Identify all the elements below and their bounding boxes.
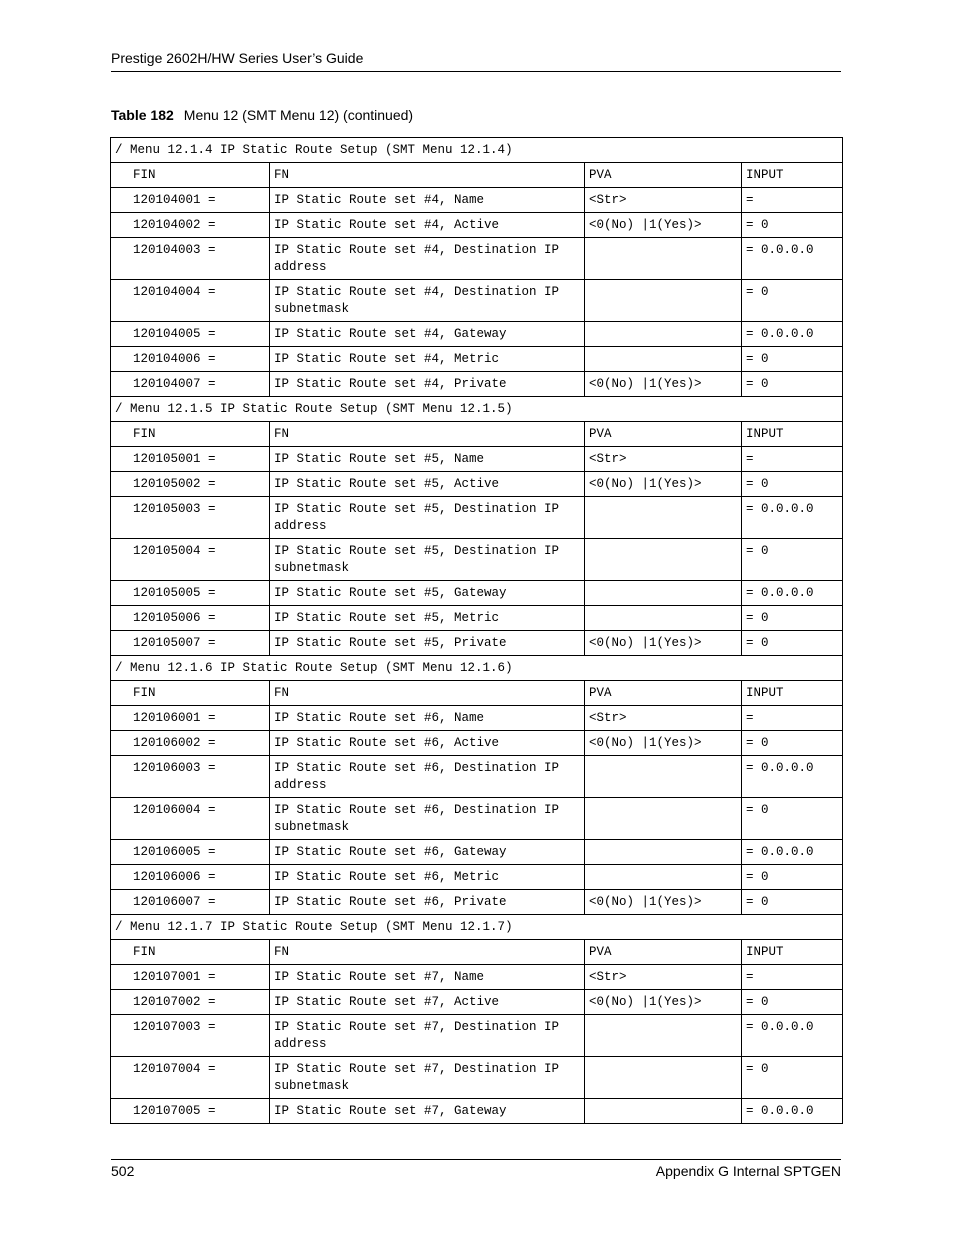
table-row [111,472,843,497]
fin-cell: 120104005 = [111,322,270,347]
input-cell: = 0 [742,372,843,397]
fn-cell: IP Static Route set #5, Name [270,447,585,472]
input-cell: = 0 [742,798,843,840]
section-header-row [111,138,843,163]
table-row [111,447,843,472]
input-cell: = 0 [742,731,843,756]
fn-cell: IP Static Route set #4, Gateway [270,322,585,347]
table-row [111,1057,843,1099]
fin-cell: 120106004 = [111,798,270,840]
fn-cell: IP Static Route set #5, Destination IP subnetmask [270,539,585,581]
table-row [111,347,843,372]
pva-cell: <0(No) |1(Yes)> [585,213,742,238]
section-header-row [111,915,843,940]
pva-cell: <0(No) |1(Yes)> [585,731,742,756]
input-cell: = 0 [742,606,843,631]
section-title: / Menu 12.1.7 IP Static Route Setup (SMT Menu 12.1.7) [111,915,843,940]
input-cell: = [742,706,843,731]
column-header-input: INPUT [742,681,843,706]
pva-cell [585,322,742,347]
table-row [111,706,843,731]
section-title: / Menu 12.1.5 IP Static Route Setup (SMT Menu 12.1.5) [111,397,843,422]
column-header-input: INPUT [742,422,843,447]
table-caption [111,107,413,123]
pva-cell: <Str> [585,447,742,472]
column-header-row [111,681,843,706]
fin-cell: 120105006 = [111,606,270,631]
column-header-input: INPUT [742,163,843,188]
footer-section: Appendix G Internal SPTGEN [655,1163,841,1179]
fn-cell: IP Static Route set #5, Destination IP address [270,497,585,539]
fn-cell: IP Static Route set #7, Destination IP subnetmask [270,1057,585,1099]
input-cell: = [742,188,843,213]
input-cell: = 0 [742,347,843,372]
fn-cell: IP Static Route set #4, Destination IP address [270,238,585,280]
pva-cell [585,756,742,798]
fn-cell: IP Static Route set #5, Active [270,472,585,497]
smt-menu-table [110,137,843,1124]
fn-cell: IP Static Route set #4, Metric [270,347,585,372]
fn-cell: IP Static Route set #6, Name [270,706,585,731]
column-header-fin: FIN [111,681,270,706]
section-title: / Menu 12.1.6 IP Static Route Setup (SMT Menu 12.1.6) [111,656,843,681]
input-cell: = 0 [742,213,843,238]
pva-cell [585,1015,742,1057]
fn-cell: IP Static Route set #4, Private [270,372,585,397]
column-header-fn: FN [270,163,585,188]
fin-cell: 120104002 = [111,213,270,238]
input-cell: = 0 [742,539,843,581]
column-header-pva: PVA [585,940,742,965]
table-row [111,840,843,865]
input-cell: = 0.0.0.0 [742,840,843,865]
fn-cell: IP Static Route set #4, Active [270,213,585,238]
fn-cell: IP Static Route set #6, Metric [270,865,585,890]
table-row [111,798,843,840]
fn-cell: IP Static Route set #6, Private [270,890,585,915]
input-cell: = 0.0.0.0 [742,756,843,798]
column-header-pva: PVA [585,422,742,447]
fn-cell: IP Static Route set #5, Gateway [270,581,585,606]
pva-cell [585,581,742,606]
pva-cell [585,1099,742,1124]
section-header-row [111,656,843,681]
fin-cell: 120105007 = [111,631,270,656]
input-cell: = 0.0.0.0 [742,497,843,539]
table-row [111,497,843,539]
table-row [111,1099,843,1124]
pva-cell: <Str> [585,706,742,731]
fn-cell: IP Static Route set #4, Name [270,188,585,213]
column-header-input: INPUT [742,940,843,965]
page-header [111,50,841,72]
input-cell: = 0.0.0.0 [742,238,843,280]
table-row [111,865,843,890]
fin-cell: 120105004 = [111,539,270,581]
input-cell: = 0 [742,280,843,322]
pva-cell [585,238,742,280]
column-header-row [111,422,843,447]
input-cell: = 0.0.0.0 [742,322,843,347]
pva-cell [585,347,742,372]
pva-cell [585,539,742,581]
section-header-row [111,397,843,422]
input-cell: = [742,447,843,472]
column-header-pva: PVA [585,681,742,706]
input-cell: = 0 [742,890,843,915]
pva-cell [585,865,742,890]
table-row [111,1015,843,1057]
table-row [111,631,843,656]
table-row [111,965,843,990]
table-row [111,890,843,915]
fin-cell: 120106003 = [111,756,270,798]
fn-cell: IP Static Route set #6, Destination IP subnetmask [270,798,585,840]
column-header-fn: FN [270,940,585,965]
fin-cell: 120105005 = [111,581,270,606]
input-cell: = 0 [742,865,843,890]
table-row [111,756,843,798]
section-title: / Menu 12.1.4 IP Static Route Setup (SMT Menu 12.1.4) [111,138,843,163]
fn-cell: IP Static Route set #7, Gateway [270,1099,585,1124]
table-number: Table 182 [111,107,174,123]
fn-cell: IP Static Route set #7, Active [270,990,585,1015]
pva-cell [585,497,742,539]
fn-cell: IP Static Route set #6, Destination IP address [270,756,585,798]
fn-cell: IP Static Route set #6, Active [270,731,585,756]
input-cell: = 0 [742,1057,843,1099]
fin-cell: 120104003 = [111,238,270,280]
table-row [111,581,843,606]
input-cell: = 0 [742,990,843,1015]
fin-cell: 120107001 = [111,965,270,990]
fin-cell: 120106002 = [111,731,270,756]
input-cell: = 0.0.0.0 [742,581,843,606]
pva-cell [585,606,742,631]
table-body [111,138,843,1124]
fn-cell: IP Static Route set #4, Destination IP subnetmask [270,280,585,322]
pva-cell: <0(No) |1(Yes)> [585,372,742,397]
fin-cell: 120106006 = [111,865,270,890]
column-header-fin: FIN [111,163,270,188]
column-header-fin: FIN [111,940,270,965]
input-cell: = 0 [742,631,843,656]
fin-cell: 120104007 = [111,372,270,397]
fin-cell: 120107004 = [111,1057,270,1099]
fin-cell: 120106005 = [111,840,270,865]
fin-cell: 120105002 = [111,472,270,497]
fin-cell: 120105003 = [111,497,270,539]
column-header-fn: FN [270,681,585,706]
pva-cell [585,840,742,865]
fin-cell: 120107002 = [111,990,270,1015]
fin-cell: 120106001 = [111,706,270,731]
pva-cell: <0(No) |1(Yes)> [585,890,742,915]
table-row [111,188,843,213]
table-row [111,280,843,322]
column-header-pva: PVA [585,163,742,188]
input-cell: = [742,965,843,990]
table-row [111,606,843,631]
table-title: Menu 12 (SMT Menu 12) (continued) [183,107,414,123]
pva-cell: <0(No) |1(Yes)> [585,472,742,497]
pva-cell: <Str> [585,965,742,990]
input-cell: = 0.0.0.0 [742,1099,843,1124]
table-row [111,322,843,347]
input-cell: = 0.0.0.0 [742,1015,843,1057]
pva-cell [585,798,742,840]
fn-cell: IP Static Route set #7, Destination IP address [270,1015,585,1057]
pva-cell: <Str> [585,188,742,213]
table-row [111,539,843,581]
table-row [111,731,843,756]
table-row [111,213,843,238]
fn-cell: IP Static Route set #7, Name [270,965,585,990]
guide-title: Prestige 2602H/HW Series User’s Guide [111,50,364,66]
fin-cell: 120107003 = [111,1015,270,1057]
page-footer [111,1159,841,1179]
fin-cell: 120107005 = [111,1099,270,1124]
fin-cell: 120105001 = [111,447,270,472]
fn-cell: IP Static Route set #5, Private [270,631,585,656]
table-row [111,238,843,280]
fin-cell: 120104001 = [111,188,270,213]
table-row [111,990,843,1015]
column-header-row [111,163,843,188]
pva-cell: <0(No) |1(Yes)> [585,990,742,1015]
column-header-fin: FIN [111,422,270,447]
fin-cell: 120104006 = [111,347,270,372]
fin-cell: 120104004 = [111,280,270,322]
pva-cell [585,280,742,322]
table-row [111,372,843,397]
pva-cell: <0(No) |1(Yes)> [585,631,742,656]
column-header-fn: FN [270,422,585,447]
fin-cell: 120106007 = [111,890,270,915]
page-number: 502 [111,1163,135,1179]
input-cell: = 0 [742,472,843,497]
fn-cell: IP Static Route set #6, Gateway [270,840,585,865]
pva-cell [585,1057,742,1099]
column-header-row [111,940,843,965]
fn-cell: IP Static Route set #5, Metric [270,606,585,631]
